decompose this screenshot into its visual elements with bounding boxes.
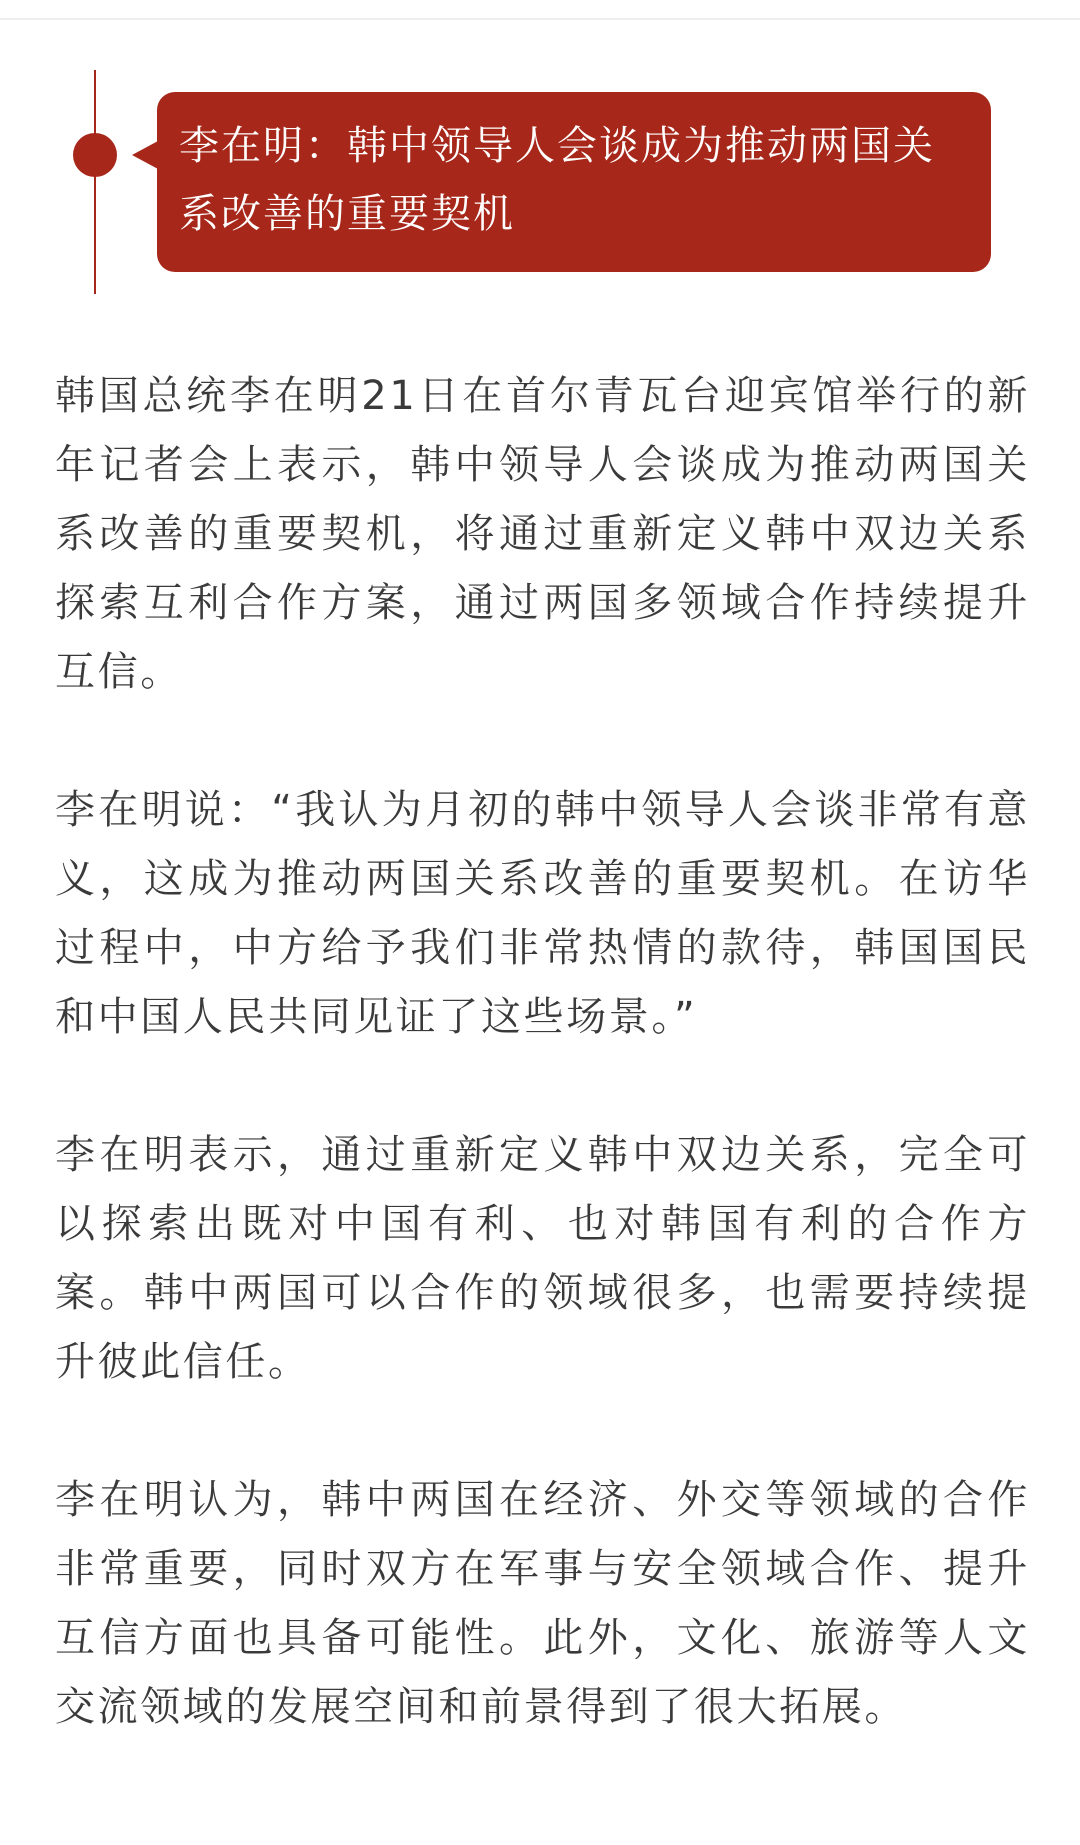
article-paragraph: 李在明说：“我认为月初的韩中领导人会谈非常有意义，这成为推动两国关系改善的重要契机。在访华过程中，中方给予我们非常热情的款待，韩国国民和中国人民共同见证了这些场景。” (55, 787, 1030, 1040)
article-paragraph: 韩国总统李在明21日在首尔青瓦台迎宾馆举行的新年记者会上表示，韩中领导人会谈成为推动两国关系改善的重要契机，将通过重新定义韩中双边关系探索互利合作方案，通过两国多领域合作持续提升互信。 (55, 373, 1030, 695)
timeline-line (94, 70, 96, 294)
article-body (55, 362, 1030, 1742)
headline-title: 李在明：韩中领导人会谈成为推动两国关系改善的重要契机 (179, 123, 935, 237)
article-paragraph: 李在明认为，韩中两国在经济、外交等领域的合作非常重要，同时双方在军事与安全领域合作、提升互信方面也具备可能性。此外，文化、旅游等人文交流领域的发展空间和前景得到了很大拓展。 (55, 1477, 1030, 1730)
article-paragraph: 李在明表示，通过重新定义韩中双边关系，完全可以探索出既对中国有利、也对韩国有利的合作方案。韩中两国可以合作的领域很多，也需要持续提升彼此信任。 (55, 1132, 1030, 1385)
headline-bubble (157, 92, 991, 272)
bubble-pointer-icon (132, 141, 158, 169)
top-divider (0, 18, 1080, 20)
timeline-dot-icon (73, 133, 117, 177)
